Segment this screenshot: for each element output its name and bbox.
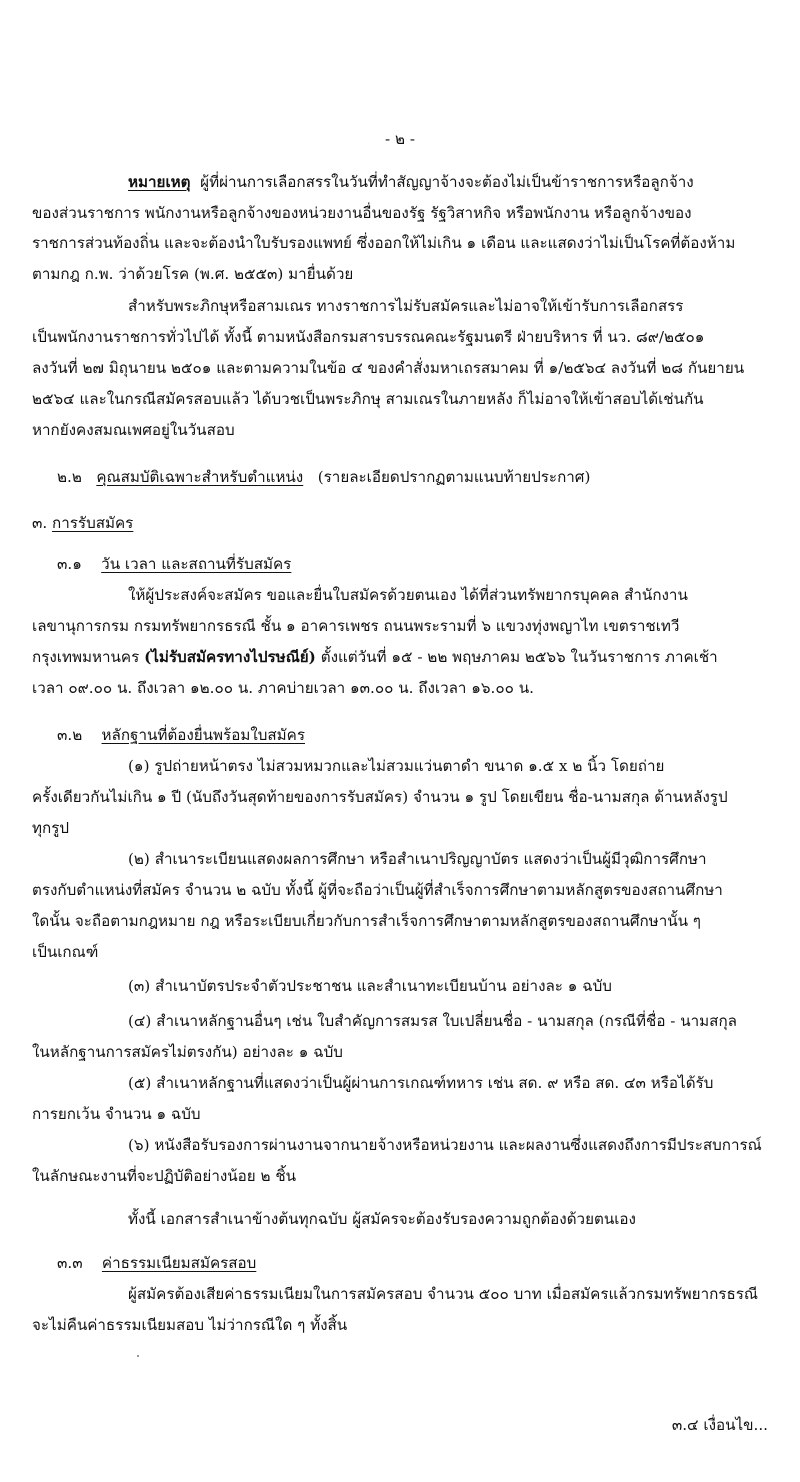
item-6-line-2: ในลักษณะงานที่จะปฏิบัติอย่างน้อย ๒ ชิ้น: [32, 1167, 297, 1185]
item-1-line-2: ครั้งเดียวกันไม่เกิน ๑ ปี (นับถึงวันสุดท้ายของการรับสมัคร) จำนวน ๑ รูป โดยเขียน ชื่อ-นามสกุล ด้านหลังรูป: [32, 788, 728, 806]
section-3-number: ๓.: [32, 514, 48, 532]
item-3-line-1: (๓) สำเนาบัตรประจำตัวประชาชน และสำเนาทะเบียนบ้าน อย่างละ ๑ ฉบับ: [128, 977, 612, 995]
section-3-title: การรับสมัคร: [52, 514, 134, 532]
section-3-3-title: ค่าธรรมเนียมสมัครสอบ: [101, 1254, 257, 1272]
item-2-line-1: (๒) สำเนาระเบียนแสดงผลการศึกษา หรือสำเนาปริญญาบัตร แสดงว่าเป็นผู้มีวุฒิการศึกษา: [128, 850, 707, 868]
item-2-line-4: เป็นเกณฑ์: [32, 943, 99, 961]
section-3-1-line-2: เลขานุการกรม กรมทรัพยากรธรณี ชั้น ๑ อาคารเพชร ถนนพระรามที่ ๖ แขวงทุ่งพญาไท เขตราชเทวี: [32, 617, 680, 635]
section-3-heading: [32, 512, 133, 534]
remark-text-1: ผู้ที่ผ่านการเลือกสรรในวันที่ทำสัญญาจ้างจะต้องไม่เป็นข้าราชการหรือลูกจ้าง: [200, 173, 694, 191]
section-3-1-title: วัน เวลา และสถานที่รับสมัคร: [101, 555, 292, 573]
section-2-2-number: ๒.๒: [57, 468, 82, 486]
monks-line-1: สำหรับพระภิกษุหรือสามเณร ทางราชการไม่รับสมัครและไม่อาจให้เข้ารับการเลือกสรร: [128, 297, 684, 315]
section-3-3-heading: [57, 1252, 256, 1274]
section-2-2-note: (รายละเอียดปรากฏตามแนบท้ายประกาศ): [317, 468, 591, 486]
monks-line-2: เป็นพนักงานราชการทั่วไปได้ ทั้งนี้ ตามหนังสือกรมสารบรรณคณะรัฐมนตรี ฝ่ายบริหาร ที่ นว. ๘๙/๒๕๐๑: [32, 328, 705, 346]
section-3-1-line-4: เวลา ๐๙.๐๐ น. ถึงเวลา ๑๒.๐๐ น. ภาคบ่ายเวลา ๑๓.๐๐ น. ถึงเวลา ๑๖.๐๐ น.: [32, 679, 534, 697]
item-1-line-3: ทุกรูป: [32, 819, 70, 837]
item-4-line-1: (๔) สำเนาหลักฐานอื่นๆ เช่น ใบสำคัญการสมรส ใบเปลี่ยนชื่อ - นามสกุล (กรณีที่ชื่อ - นามสกุล: [128, 1012, 737, 1030]
monks-line-3: ลงวันที่ ๒๗ มิถุนายน ๒๕๐๑ และตามความในข้อ ๔ ของคำสั่งมหาเถรสมาคม ที่ ๑/๒๕๖๔ ลงวันที่ ๒๘ กันยายน: [32, 359, 745, 377]
item-5-line-1: (๕) สำเนาหลักฐานที่แสดงว่าเป็นผู้ผ่านการเกณฑ์ทหาร เช่น สด. ๙ หรือ สด. ๔๓ หรือได้รับ: [128, 1074, 714, 1092]
section-3-1-dates: ตั้งแต่วันที่ ๑๕ - ๒๒ พฤษภาคม ๒๕๖๖ ในวันราชการ ภาคเช้า: [320, 648, 718, 666]
section-3-1-line-1: ให้ผู้ประสงค์จะสมัคร ขอและยื่นใบสมัครด้วยตนเอง ได้ที่ส่วนทรัพยากรบุคคล สำนักงาน: [128, 586, 688, 604]
remark-line-4: ตามกฎ ก.พ. ว่าด้วยโรค (พ.ศ. ๒๕๕๓) มายื่นด้วย: [32, 265, 354, 283]
item-4-line-2: ในหลักฐานการสมัครไม่ตรงกัน) อย่างละ ๑ ฉบับ: [32, 1043, 343, 1061]
remark-line-2: ของส่วนราชการ พนักงานหรือลูกจ้างของหน่วยงานอื่นของรัฐ รัฐวิสาหกิจ หรือพนักงาน หรือลูกจ้างของ: [32, 204, 692, 222]
section-3-1-line-3: [32, 646, 718, 668]
section-3-3-line-1: ผู้สมัครต้องเสียค่าธรรมเนียมในการสมัครสอบ จำนวน ๕๐๐ บาท เมื่อสมัครแล้วกรมทรัพยากรธรณี: [128, 1285, 758, 1303]
section-3-3-number: ๓.๓: [57, 1254, 83, 1272]
section-2-2-heading: [57, 466, 590, 488]
section-2-2-title: คุณสมบัติเฉพาะสำหรับตำแหน่ง: [96, 468, 304, 486]
section-3-2-number: ๓.๒: [57, 726, 83, 744]
item-6-line-1: (๖) หนังสือรับรองการผ่านงานจากนายจ้างหรือหน่วยงาน และผลงานซึ่งแสดงถึงการมีประสบการณ์: [128, 1136, 762, 1154]
section-3-2-heading: [57, 724, 305, 746]
section-3-2-closing: ทั้งนี้ เอกสารสำเนาข้างต้นทุกฉบับ ผู้สมัครจะต้องรับรองความถูกต้องด้วยตนเอง: [128, 1210, 636, 1228]
page-number: - ๒ -: [385, 130, 415, 148]
next-page-reference: ๓.๔ เงื่อนไข...: [671, 1416, 768, 1434]
monks-line-5: หากยังคงสมณเพศอยู่ในวันสอบ: [32, 421, 235, 439]
remark-line-1: [128, 171, 694, 193]
section-3-2-title: หลักฐานที่ต้องยื่นพร้อมใบสมัคร: [101, 726, 305, 744]
monks-line-4: ๒๕๖๔ และในกรณีสมัครสอบแล้ว ได้บวชเป็นพระภิกษุ สามเณรในภายหลัง ก็ไม่อาจให้เข้าสอบได้เช่นกัน: [32, 390, 704, 408]
item-1-line-1: (๑) รูปถ่ายหน้าตรง ไม่สวมหมวกและไม่สวมแว่นตาดำ ขนาด ๑.๕ x ๒ นิ้ว โดยถ่าย: [128, 757, 665, 775]
remark-label: หมายเหตุ: [128, 173, 191, 191]
section-3-1-heading: [57, 553, 291, 575]
section-3-1-no-mail: (ไม่รับสมัครทางไปรษณีย์): [144, 648, 316, 666]
section-3-3-line-2: จะไม่คืนค่าธรรมเนียมสอบ ไม่ว่ากรณีใด ๆ ทั้งสิ้น: [32, 1316, 348, 1334]
item-2-line-2: ตรงกับตำแหน่งที่สมัคร จำนวน ๒ ฉบับ ทั้งนี้ ผู้ที่จะถือว่าเป็นผู้ที่สำเร็จการศึกษาตามหลักสูตรของสถานศึกษา: [32, 881, 723, 899]
scan-speck: [137, 1355, 139, 1357]
item-5-line-2: การยกเว้น จำนวน ๑ ฉบับ: [32, 1105, 201, 1123]
section-3-1-number: ๓.๑: [57, 555, 82, 573]
item-2-line-3: ใดนั้น จะถือตามกฎหมาย กฎ หรือระเบียบเกี่ยวกับการสำเร็จการศึกษาตามหลักสูตรของสถานศึกษานั้น ๆ: [32, 912, 701, 930]
section-3-1-city: กรุงเทพมหานคร: [32, 648, 140, 666]
remark-line-3: ราชการส่วนท้องถิ่น และจะต้องนำใบรับรองแพทย์ ซึ่งออกให้ไม่เกิน ๑ เดือน และแสดงว่าไม่เป็นโรคที่ต้องห้าม: [32, 234, 736, 252]
